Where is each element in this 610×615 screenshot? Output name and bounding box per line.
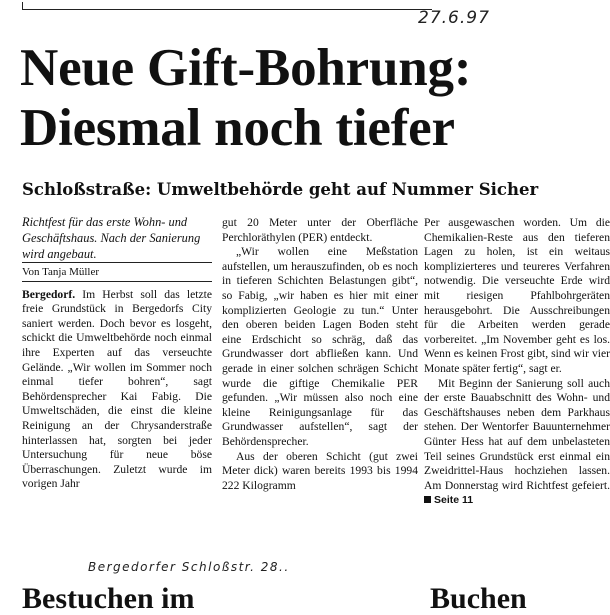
headline-line-2: Diesmal noch tiefer: [20, 99, 455, 157]
column-3-text: Mit Beginn der Sanierung soll auch der erste Bauabschnitt des Wohn- und Geschäftshauses neben dem Parkhaus stehen. Der Wentorfer Bauunternehmer Günter Hess hat auf dem unbelasteten Teil seines Grundstück erst einmal ein Zweidrittel-Haus hochziehen lassen. Am Donnerstag wird Richtfest gefeiert.: [424, 376, 610, 492]
handwritten-street-note: Bergedorfer Schloßstr. 28..: [88, 560, 290, 574]
column-2-paragraph-1: gut 20 Meter unter der Oberfläche Perchloräthylen (PER) entdeckt.: [222, 216, 418, 244]
page-reference: [424, 494, 473, 506]
column-1-text: Im Herbst soll das letzte freie Grundstück in Bergedorfs City saniert werden. Doch bevor es losgeht, schickt die Umweltbehörde noch einmal ihre Experten auf das verseuchte Gelände. „Wir wollen im Sommer noch einmal tiefer bohren“, sagt Behördensprecher Kai Fabig. Die Umweltschäden, die einst die kleine Reinigung an der Chrysanderstraße hinterlassen hat, sorgten bei jeder Untersuchung für neue böse Überraschungen. Zuletzt wurde im vorigen Jahr: [22, 287, 212, 491]
page-reference-label: Seite 11: [434, 494, 474, 507]
square-bullet-icon: [424, 496, 431, 503]
column-2-paragraph-2: „Wir wollen eine Meßstation aufstellen, um herauszufinden, ob es noch in tieferen Schichten Belastungen gibt“, so Fabig, „wir haben es hier mit einer komplizierten Geologie zu tun.“ Unter den oberen beiden Lagen Boden steht eine Erdschicht so schräg, daß das Grundwasser dort abfließen kann. Und gerade in einer solchen schrägen Schicht wurde die giftige Chemikalie PER gefunden. „Wir müssen also noch eine kleine Reinigungsanlage für das Grundwasser aufstellen“, sagt der Behördensprecher.: [222, 245, 418, 448]
column-2: [222, 216, 418, 493]
column-1-paragraph: [22, 288, 212, 492]
teaser: Richtfest für das erste Wohn- und Geschäftshaus. Nach der Sanierung wird angebaut.: [22, 215, 201, 261]
headline-line-1: Neue Gift-Bohrung:: [20, 39, 472, 97]
column-3-paragraph-1: Per ausgewaschen worden. Um die Chemikalien-Reste aus den tieferen Lagen zu holen, ist ein weitaus komplizierteres und teureres Verfahren notwendig. Die verseuchte Erde wird mit riesigen Pfahlbohrgeräten herausgebohrt. Die Ausschreibungen für die Arbeiten werden gerade vorbereitet. „Im November geht es los. Wenn es keinen Frost gibt, sind wir vier Monate später fertig“, sagt er.: [424, 216, 610, 375]
dateline: Bergedorf.: [22, 287, 76, 301]
column-1: [22, 214, 212, 492]
handwritten-date: 27.6.97: [418, 8, 490, 28]
headline: [20, 38, 471, 158]
clipped-headline-left: Bestuchen im: [22, 582, 195, 615]
column-2-paragraph-3: Aus der oberen Schicht (gut zwei Meter dick) waren bereits 1993 bis 1994 222 Kilogramm: [222, 449, 418, 492]
subheadline: Schloßstraße: Umweltbehörde geht auf Nummer Sicher: [22, 180, 539, 199]
byline: Von Tanja Müller: [22, 262, 212, 282]
column-3: [424, 216, 610, 508]
top-rule: [22, 9, 432, 10]
column-3-paragraph-2: [424, 377, 610, 508]
clipped-headline-right: Buchen: [430, 582, 527, 615]
